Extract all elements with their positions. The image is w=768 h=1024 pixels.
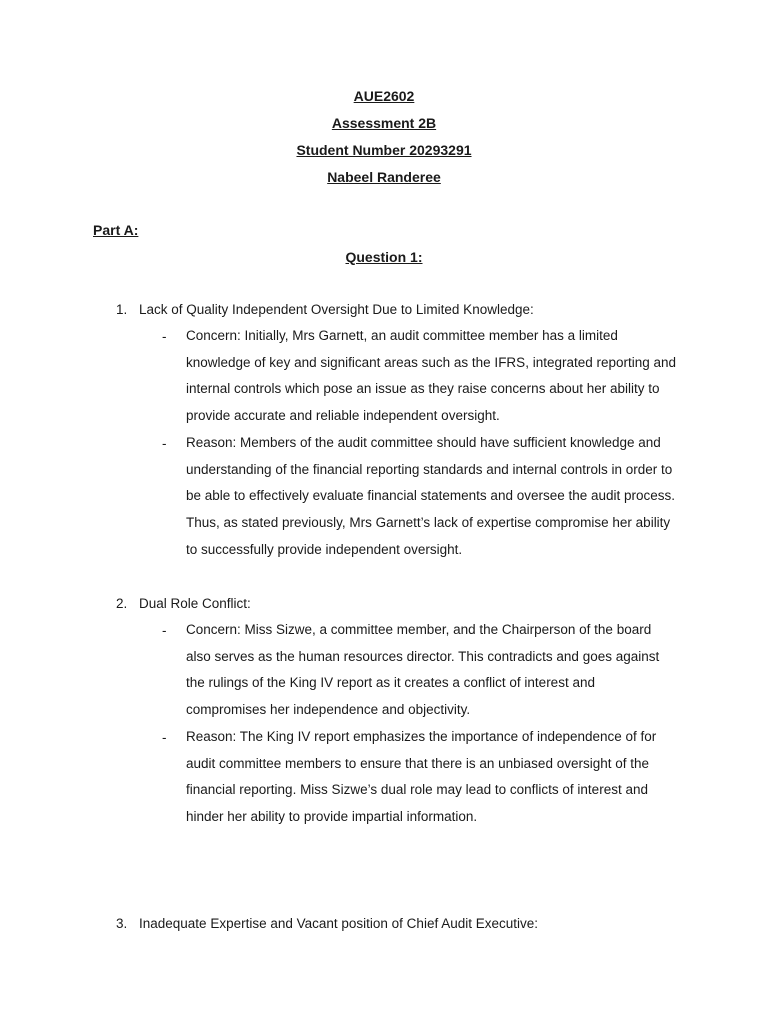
bullet-text: Concern: Initially, Mrs Garnett, an audit committee member has a limited knowledge of key and significant areas such as the IFRS, integrated reporting and internal controls which pose an issue as they raise concerns about her ability to provide accurate and reliable independent oversight.	[186, 328, 677, 424]
student-number: Student Number 20293291	[296, 142, 472, 158]
part-heading: Part A:	[93, 222, 139, 238]
item-title: Lack of Quality Independent Oversight Due to Limited Knowledge:	[139, 302, 534, 317]
item-title: Inadequate Expertise and Vacant position of Chief Audit Executive:	[139, 916, 539, 931]
bullet-text: Reason: The King IV report emphasizes the importance of independence of for audit committee members to ensure that there is an unbiased oversight of the financial reporting. Miss Sizwe’s dual role may lead to conflicts of interest and hinder her ability to provide impartial information.	[186, 729, 657, 825]
bullet-text: Reason: Members of the audit committee should have sufficient knowledge and understanding of the financial reporting standards and internal controls in order to be able to effectively evaluate financial statements and oversee the audit process. Thus, as stated previously, Mrs Garnett’s lack of expertise compromise her ability to successfully provide independent oversight.	[186, 435, 676, 557]
bullet-dash: -	[162, 329, 167, 344]
bullet-text: Concern: Miss Sizwe, a committee member, and the Chairperson of the board also serves as the human resources director. This contradicts and goes against the rulings of the King IV report as it creates a conflict of interest and compromises her independence and objectivity.	[186, 622, 660, 718]
bullet-dash: -	[162, 436, 167, 451]
item-title: Dual Role Conflict:	[139, 596, 251, 611]
item-number: 1.	[116, 302, 128, 317]
bullet-dash: -	[162, 730, 167, 745]
bullet-dash: -	[162, 623, 167, 638]
item-number: 2.	[116, 596, 128, 611]
question-heading: Question 1:	[345, 249, 423, 265]
student-name: Nabeel Randeree	[327, 169, 441, 185]
item-number: 3.	[116, 916, 128, 931]
assessment-title: Assessment 2B	[331, 115, 437, 131]
course-code: AUE2602	[353, 88, 415, 104]
